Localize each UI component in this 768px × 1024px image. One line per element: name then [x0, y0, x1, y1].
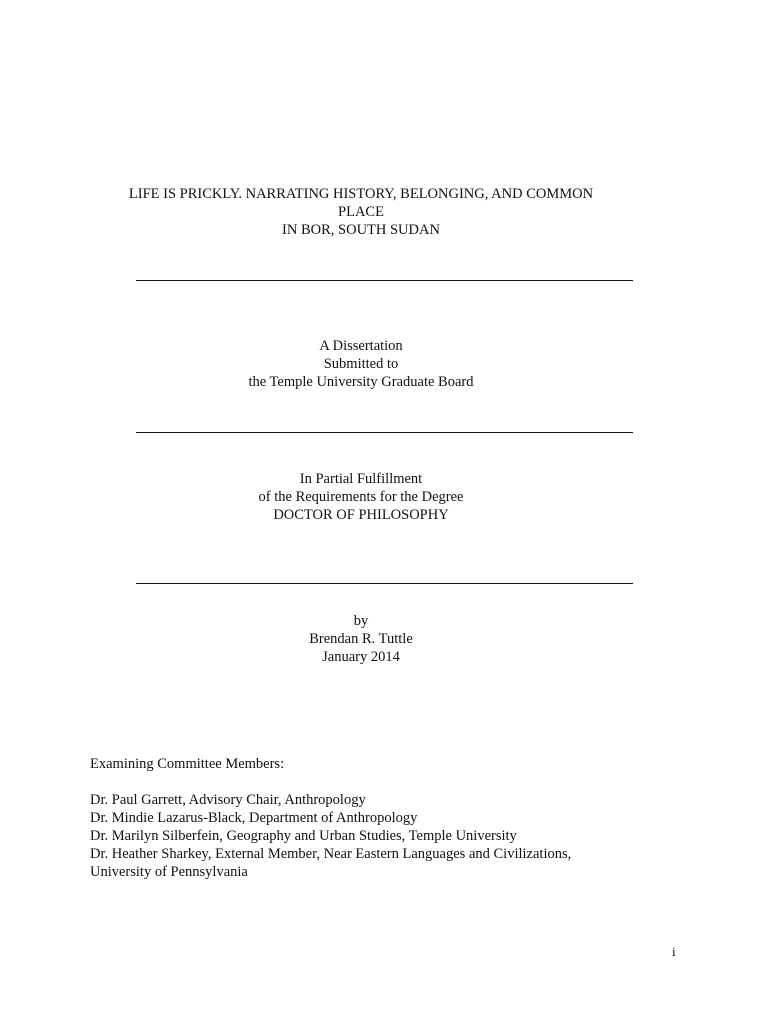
author-by: by: [353, 613, 369, 629]
title-line-1: LIFE IS PRICKLY. NARRATING HISTORY, BELONGING, AND COMMON: [128, 186, 594, 202]
committee-member: Dr. Heather Sharkey, External Member, Near Eastern Languages and Civilizations,: [90, 846, 572, 862]
committee-heading: Examining Committee Members:: [90, 756, 285, 772]
page-number: i: [672, 944, 676, 959]
author-block: [0, 612, 722, 666]
title-line-2: PLACE: [338, 204, 384, 220]
dissertation-title: [0, 185, 722, 239]
horizontal-rule-3: [136, 583, 633, 584]
submission-statement: [0, 337, 722, 391]
submission-date: January 2014: [322, 649, 400, 665]
submission-line-1: A Dissertation: [319, 338, 403, 354]
committee-block: [90, 755, 730, 881]
submission-line-3: the Temple University Graduate Board: [248, 374, 474, 390]
horizontal-rule-2: [136, 432, 633, 433]
title-line-3: IN BOR, SOUTH SUDAN: [282, 222, 440, 238]
committee-member: Dr. Marilyn Silberfein, Geography and Urban Studies, Temple University: [90, 828, 517, 844]
degree-name: DOCTOR OF PHILOSOPHY: [273, 507, 449, 523]
horizontal-rule-1: [136, 280, 633, 281]
fulfillment-line-1: In Partial Fulfillment: [299, 471, 423, 487]
submission-line-2: Submitted to: [323, 356, 399, 372]
committee-member: Dr. Paul Garrett, Advisory Chair, Anthropology: [90, 792, 366, 808]
fulfillment-line-2: of the Requirements for the Degree: [258, 489, 464, 505]
committee-member-continuation: University of Pennsylvania: [90, 864, 248, 880]
committee-member: Dr. Mindie Lazarus-Black, Department of Anthropology: [90, 810, 418, 826]
author-name: Brendan R. Tuttle: [309, 631, 413, 647]
degree-statement: [0, 470, 722, 524]
